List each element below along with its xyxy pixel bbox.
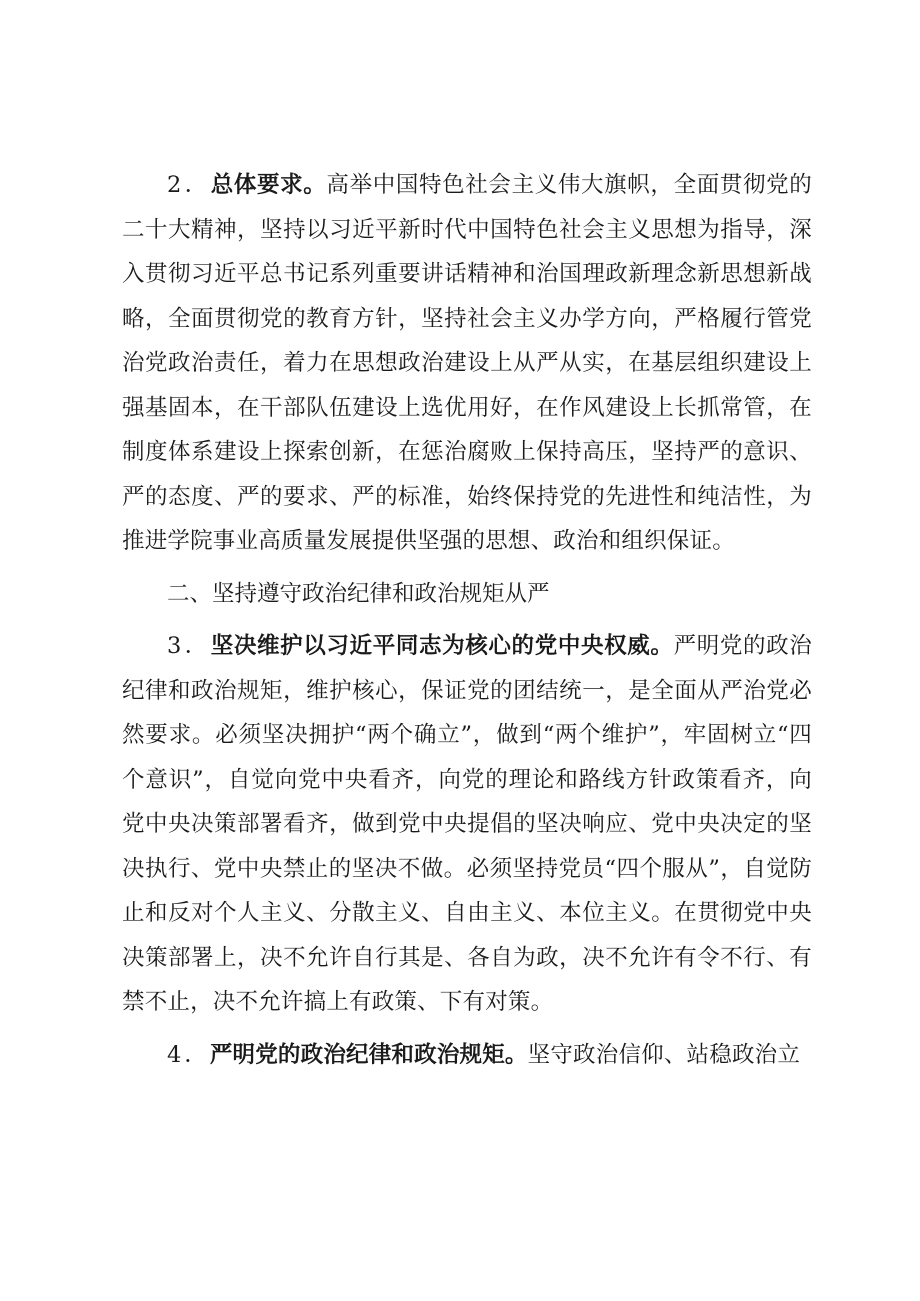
paragraph-item-2 <box>122 163 812 564</box>
document-body <box>122 163 812 1085</box>
item-body-text: 严明党的政治纪律和政治规矩，维护核心，保证党的团结统一，是全面从严治党必然要求。必须坚决拥护“两个确立”，做到“两个维护”，牢固树立“四个意识”，自觉向党中央看齐，向党的理论和路线方针政策看齐，向党中央决策部署看齐，做到党中央提倡的坚决响应、党中央决定的坚决执行、党中央禁止的坚决不做。必须坚持党员“四个服从”，自觉防止和反对个人主义、分散主义、自由主义、本位主义。在贯彻党中央决策部署上，决不允许自行其是、各自为政，决不允许有令不行、有禁不止，决不允许搞上有政策、下有对策。 <box>122 633 812 1015</box>
item-number: 3． <box>167 633 211 659</box>
item-number: 4． <box>167 1041 210 1068</box>
section-heading: 二、坚持遵守政治纪律和政治规矩从严 <box>167 580 550 607</box>
paragraph-item-3 <box>122 624 812 1025</box>
item-body-text: 坚守政治信仰、站稳政治立 <box>527 1041 801 1068</box>
item-lead-title: 坚决维护以习近平同志为核心的党中央权威。 <box>210 633 674 659</box>
item-number: 2． <box>167 172 211 198</box>
item-body-text: 高举中国特色社会主义伟大旗帜，全面贯彻党的二十大精神，坚持以习近平新时代中国特色社会主义思想为指导，深入贯彻习近平总书记系列重要讲话精神和治国理政新理念新思想新战略，全面贯彻党的教育方针，坚持社会主义办学方向，严格履行管党治党政治责任，着力在思想政治建设上从严从实，在基层组织建设上强基固本，在干部队伍建设上选优用好，在作风建设上长抓常管，在制度体系建设上探索创新，在惩治腐败上保持高压，坚持严的意识、严的态度、严的要求、严的标准，始终保持党的先进性和纯洁性，为推进学院事业高质量发展提供坚强的思想、政治和组织保证。 <box>122 172 812 554</box>
item-lead-title: 总体要求。 <box>210 172 327 198</box>
item-lead-title: 严明党的政治纪律和政治规矩。 <box>209 1041 528 1068</box>
paragraph-item-4 <box>122 1033 812 1078</box>
